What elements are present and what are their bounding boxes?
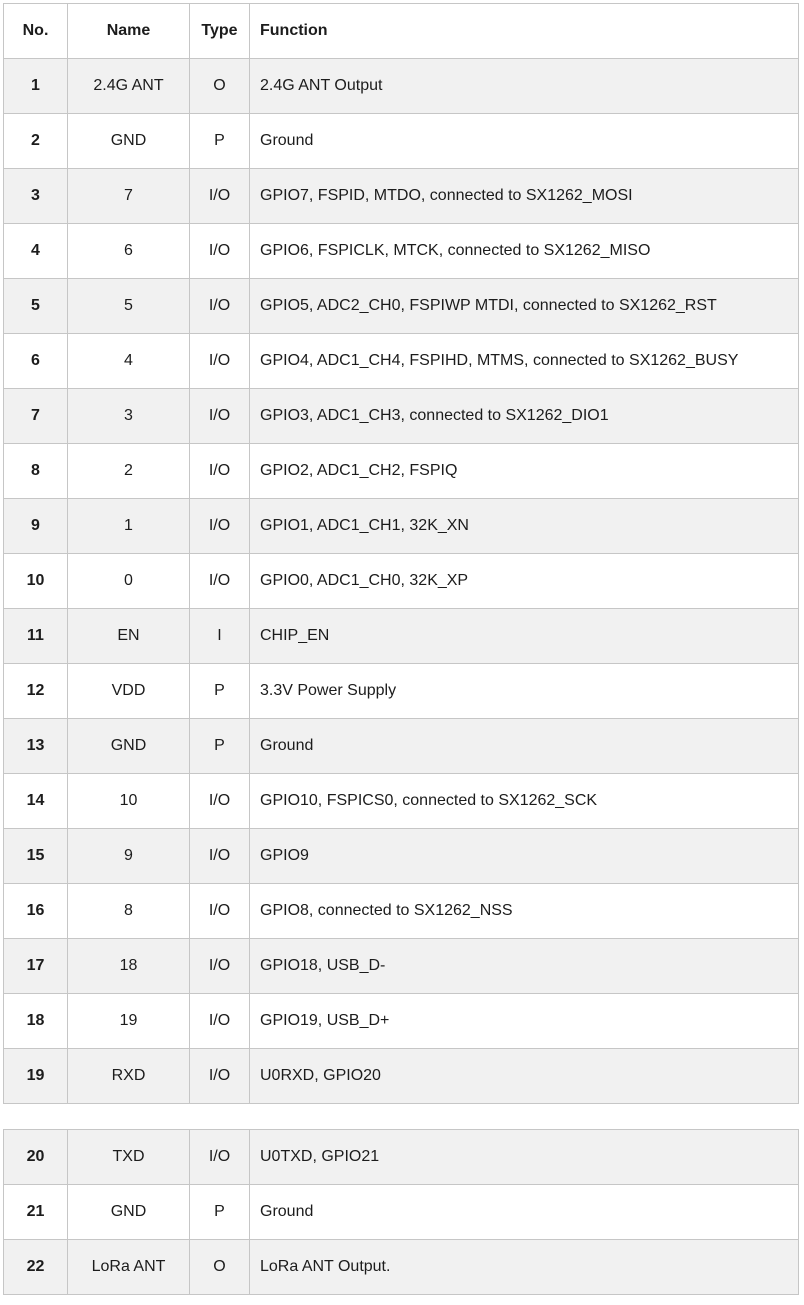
pin-function: GPIO10, FSPICS0, connected to SX1262_SCK: [250, 774, 799, 829]
pin-name: 9: [68, 829, 190, 884]
pin-function: GPIO3, ADC1_CH3, connected to SX1262_DIO1: [250, 389, 799, 444]
pin-name: 2.4G ANT: [68, 59, 190, 114]
pin-type: I/O: [190, 1049, 250, 1104]
pin-type: I/O: [190, 444, 250, 499]
pin-type: I/O: [190, 554, 250, 609]
table-row: [4, 664, 799, 719]
pin-name: 6: [68, 224, 190, 279]
table-row: [4, 59, 799, 114]
pin-type: I/O: [190, 279, 250, 334]
pin-name: 18: [68, 939, 190, 994]
pin-number: 13: [4, 719, 68, 774]
table-row: [4, 774, 799, 829]
pin-number: 17: [4, 939, 68, 994]
pin-type: I/O: [190, 939, 250, 994]
pin-function: 2.4G ANT Output: [250, 59, 799, 114]
pin-number: 10: [4, 554, 68, 609]
pin-number: 5: [4, 279, 68, 334]
pin-number: 12: [4, 664, 68, 719]
pin-type: I/O: [190, 499, 250, 554]
pin-name: VDD: [68, 664, 190, 719]
pin-number: 6: [4, 334, 68, 389]
pin-name: 0: [68, 554, 190, 609]
header-type: Type: [190, 4, 250, 59]
table-row: [4, 719, 799, 774]
pin-name: GND: [68, 719, 190, 774]
pin-function: U0TXD, GPIO21: [250, 1130, 799, 1185]
pin-number: 11: [4, 609, 68, 664]
pin-type: P: [190, 719, 250, 774]
pin-type: I/O: [190, 169, 250, 224]
pin-number: 8: [4, 444, 68, 499]
table-row: [4, 829, 799, 884]
pin-name: 8: [68, 884, 190, 939]
pin-name: EN: [68, 609, 190, 664]
pin-function: GPIO9: [250, 829, 799, 884]
header-name: Name: [68, 4, 190, 59]
pin-name: RXD: [68, 1049, 190, 1104]
pin-function: GPIO2, ADC1_CH2, FSPIQ: [250, 444, 799, 499]
pin-name: LoRa ANT: [68, 1240, 190, 1295]
pin-name: 5: [68, 279, 190, 334]
pin-function: Ground: [250, 1185, 799, 1240]
pin-type: P: [190, 1185, 250, 1240]
header-function: Function: [250, 4, 799, 59]
table-row: [4, 554, 799, 609]
pin-type: I/O: [190, 389, 250, 444]
pin-type: I/O: [190, 829, 250, 884]
pin-function: U0RXD, GPIO20: [250, 1049, 799, 1104]
pin-function: GPIO6, FSPICLK, MTCK, connected to SX1262_MISO: [250, 224, 799, 279]
pin-type: I/O: [190, 224, 250, 279]
table-row: [4, 389, 799, 444]
pin-number: 3: [4, 169, 68, 224]
pin-function: GPIO18, USB_D-: [250, 939, 799, 994]
pin-type: I/O: [190, 994, 250, 1049]
pin-function: CHIP_EN: [250, 609, 799, 664]
pin-function: GPIO1, ADC1_CH1, 32K_XN: [250, 499, 799, 554]
pin-type: O: [190, 59, 250, 114]
pin-name: 19: [68, 994, 190, 1049]
table-row: [4, 939, 799, 994]
pin-number: 21: [4, 1185, 68, 1240]
table-row: [4, 169, 799, 224]
pin-function: GPIO8, connected to SX1262_NSS: [250, 884, 799, 939]
pin-definition-table-continued: [3, 1129, 799, 1295]
pin-type: I/O: [190, 774, 250, 829]
pin-name: 3: [68, 389, 190, 444]
pin-definition-table: [3, 3, 799, 1104]
pin-name: 7: [68, 169, 190, 224]
table-row: [4, 114, 799, 169]
pin-type: P: [190, 664, 250, 719]
table-row: [4, 994, 799, 1049]
table-row: [4, 279, 799, 334]
pin-type: P: [190, 114, 250, 169]
pin-function: LoRa ANT Output.: [250, 1240, 799, 1295]
pin-function: GPIO4, ADC1_CH4, FSPIHD, MTMS, connected to SX1262_BUSY: [250, 334, 799, 389]
table-row: [4, 1240, 799, 1295]
pin-type: I/O: [190, 884, 250, 939]
pin-type: I: [190, 609, 250, 664]
pin-function: GPIO7, FSPID, MTDO, connected to SX1262_MOSI: [250, 169, 799, 224]
pin-table-body: [4, 59, 799, 1104]
table-header-row: [4, 4, 799, 59]
table-row: [4, 224, 799, 279]
pin-name: 10: [68, 774, 190, 829]
pin-number: 1: [4, 59, 68, 114]
pin-number: 7: [4, 389, 68, 444]
table-row: [4, 1049, 799, 1104]
pin-function: Ground: [250, 719, 799, 774]
pin-type: O: [190, 1240, 250, 1295]
pin-number: 4: [4, 224, 68, 279]
pin-name: TXD: [68, 1130, 190, 1185]
pin-number: 16: [4, 884, 68, 939]
pin-name: 2: [68, 444, 190, 499]
pin-number: 22: [4, 1240, 68, 1295]
table-row: [4, 609, 799, 664]
pin-number: 9: [4, 499, 68, 554]
table-row: [4, 884, 799, 939]
pin-number: 14: [4, 774, 68, 829]
table-row: [4, 499, 799, 554]
pin-number: 2: [4, 114, 68, 169]
pin-function: 3.3V Power Supply: [250, 664, 799, 719]
pin-number: 19: [4, 1049, 68, 1104]
pin-function: Ground: [250, 114, 799, 169]
pin-function: GPIO0, ADC1_CH0, 32K_XP: [250, 554, 799, 609]
table-row: [4, 1185, 799, 1240]
table-row: [4, 334, 799, 389]
pin-name: GND: [68, 114, 190, 169]
table-row: [4, 1130, 799, 1185]
pin-function: GPIO5, ADC2_CH0, FSPIWP MTDI, connected to SX1262_RST: [250, 279, 799, 334]
table-row: [4, 444, 799, 499]
pin-number: 20: [4, 1130, 68, 1185]
pin-name: GND: [68, 1185, 190, 1240]
pin-function: GPIO19, USB_D+: [250, 994, 799, 1049]
pin-table-body-continued: [4, 1130, 799, 1295]
pin-name: 1: [68, 499, 190, 554]
header-no: No.: [4, 4, 68, 59]
pin-type: I/O: [190, 1130, 250, 1185]
pin-type: I/O: [190, 334, 250, 389]
pin-number: 15: [4, 829, 68, 884]
pin-name: 4: [68, 334, 190, 389]
pin-number: 18: [4, 994, 68, 1049]
